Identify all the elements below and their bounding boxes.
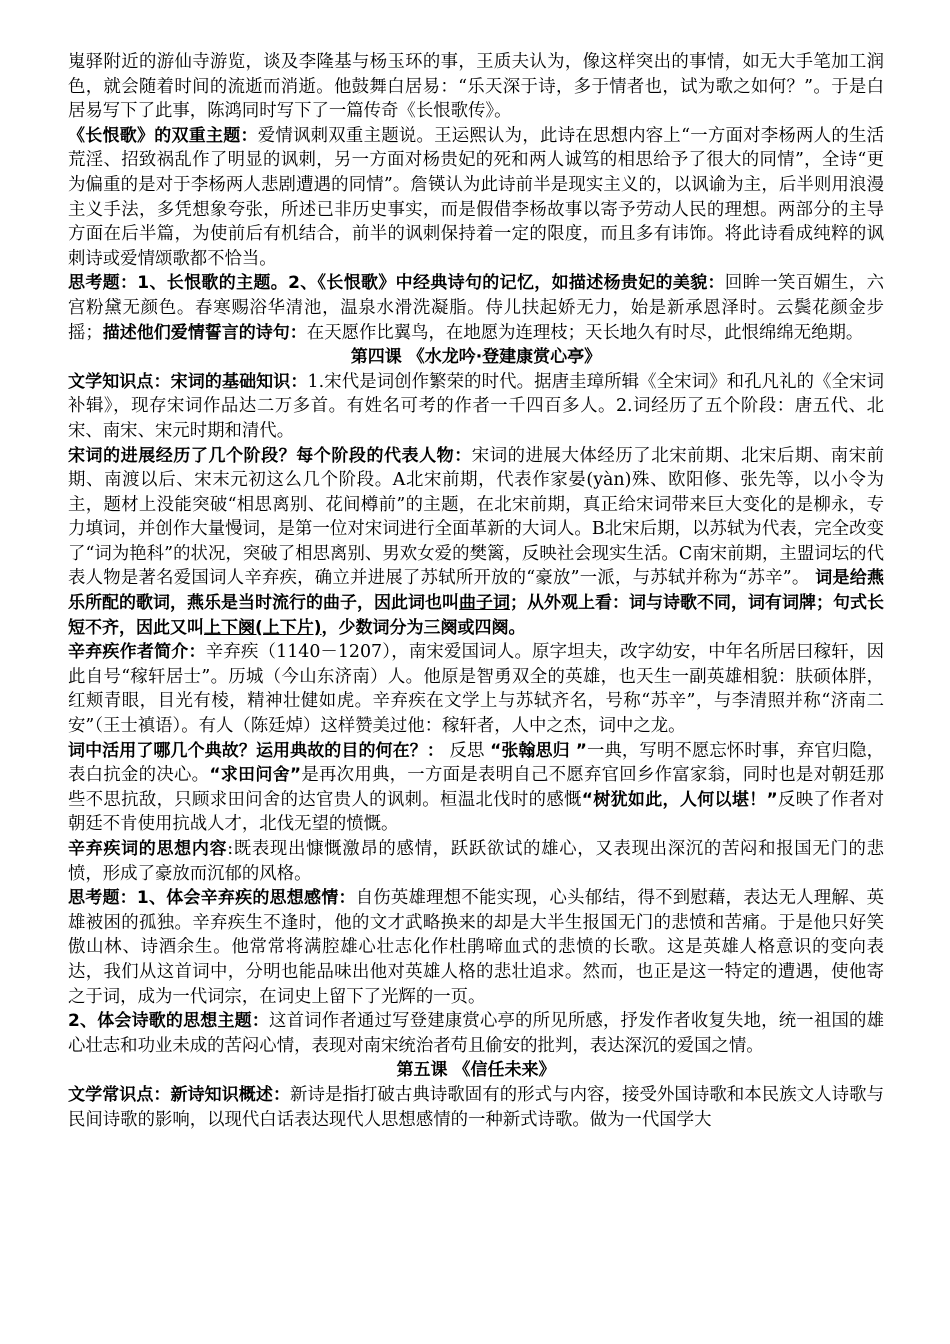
paragraph-text: 回眸一笑百媚生，六宫粉黛无颜色。春寒赐浴华清池，温泉水滑洗凝脂。侍儿扶起娇无力，始是新承恩泽时。云鬓花颜金步摇； bbox=[68, 273, 884, 343]
paragraph-text: 这首词作者通过写登建康赏心亭的所见所感，抒发作者收复失地，统一祖国的雄心壮志和功业未成的苦闷心情，表现对南宋统治者苟且偷安的批判，表达深沉的爱国之情。 bbox=[68, 1011, 884, 1056]
paragraph-text: 一典，写明不愿忘怀时事，弃官归隐，表白抗金的决心。 bbox=[68, 740, 885, 786]
bold-text: “张翰思归 ” bbox=[490, 740, 587, 761]
paragraph-text: 辛弃疾（1140－1207），南宋爱国词人。原字坦夫，改字幼安，中年名所居曰稼轩，因此自号“稼轩居士”。历城（今山东济南）人。他原是智勇双全的英雄，也天生一副英雄相貌：肤硕体胖，红颊青眼，目光有棱，精神壮健如虎。辛弃疾在文学上与苏轼齐名，号称“苏辛”，与李清照并称“济南二安”（王士禛语）。有人（陈廷焯）这样赞美过他：稼轩者，人中之杰，词中之龙。 bbox=[68, 642, 884, 737]
bold-text: “树犹如此，人何以堪！” bbox=[581, 789, 778, 810]
paragraph-text: 在天愿作比翼鸟，在地愿为连理枝；天长地久有时尽，此恨绵绵无绝期。 bbox=[306, 322, 864, 343]
paragraph-text: 爱情讽刺双重主题说。王运熙认为，此诗在思想内容上“一方面对李杨两人的生活荒淫、招致祸乱作了明显的讽刺，另一方面对杨贵妃的死和两人诚笃的相思给予了很大的同情”，全诗“更为偏重的是对于李杨两人悲剧遭遇的同情”。詹锳认为此诗前半是现实主义的，以讽谕为主，后半则用浪漫主义手法，多凭想象夸张，所述已非历史事实，而是假借李杨故事以寄予劳动人民的理想。两部分的主导方面在后半篇，为使前后有机结合，前半的讽刺保持着一定的限度，而且多有讳饰。将此诗看成纯粹的讽刺诗或爱情颂歌都不恰当。 bbox=[68, 125, 884, 269]
paragraph-label: 2、体会诗歌的思想主题： bbox=[68, 1011, 270, 1032]
paragraph-dual-theme bbox=[68, 124, 884, 272]
paragraph-text: 反映了作者对朝廷不肯使用抗战人才，北伐无望的愤慨。 bbox=[68, 789, 884, 835]
underlined-term: 曲子词 bbox=[459, 593, 510, 614]
paragraph-label: 《长恨歌》的双重主题： bbox=[68, 125, 258, 146]
paragraph-text: 新诗是指打破古典诗歌固有的形式与内容，接受外国诗歌和本民族文人诗歌与民间诗歌的影响，以现代白话表达现代人思想感情的一种新式诗歌。做为一代国学大 bbox=[68, 1084, 884, 1130]
bold-text: 词是给燕乐所配的歌词，燕乐是当时流行的曲子，因此词也叫 bbox=[68, 568, 884, 614]
paragraph-ci-stages bbox=[68, 444, 884, 641]
paragraph-label: 词中活用了哪几个典故？运用典故的目的何在？： bbox=[68, 740, 444, 761]
paragraph-label: 描述他们爱情誓言的诗句： bbox=[102, 322, 307, 343]
paragraph-questions-lesson3 bbox=[68, 271, 884, 345]
paragraph-label: 宋词的进展经历了几个阶段？每个阶段的代表人物： bbox=[68, 445, 472, 466]
paragraph-new-poetry bbox=[68, 1083, 884, 1132]
paragraph-label: 文学知识点：宋词的基础知识： bbox=[68, 371, 308, 392]
paragraph-intro bbox=[68, 50, 884, 124]
paragraph-text: 自伤英雄理想不能实现，心头郁结，得不到慰藉，表达无人理解、英雄被困的孤独。辛弃疾生不逢时，他的文才武略换来的却是大半生报国无门的悲愤和苦痛。于是他只好笑傲山林、诗酒余生。他常常将满腔雄心壮志化作杜鹃啼血式的悲愤的长歌。这是英雄人格意识的变向表达，我们从这首词中，分明也能品味出他对英雄人格的悲壮追求。然而，也正是这一特定的遭遇，使他寄之于词，成为一代词宗，在词史上留下了光辉的一页。 bbox=[68, 888, 884, 1007]
paragraph-allusions bbox=[68, 739, 884, 837]
paragraph-text: 1.宋代是词创作繁荣的时代。据唐圭璋所辑《全宋词》和孔凡礼的《全宋词补辑》，现存宋词作品达二万多首。有姓名可考的作者一千四百多人。2.词经历了五个阶段：唐五代、北宋、南宋、宋元时期和清代。 bbox=[68, 371, 884, 441]
bold-text: ，少数词分为三阕或四阕。 bbox=[321, 617, 526, 638]
paragraph-label: 思考题：1、长恨歌的主题。2、《长恨歌》中经典诗句的记忆，如描述杨贵妃的美貌： bbox=[68, 273, 725, 294]
lesson-5-heading: 第五课 《信任未来》 bbox=[396, 1060, 556, 1081]
paragraph-text: 是再次用典，一方面是表明自己不愿弃官回乡作富家翁，同时也是对朝廷那些不思抗敌，只顾求田问舍的达官贵人的讽刺。桓温北伐时的感慨 bbox=[68, 765, 884, 810]
paragraph-author-bio bbox=[68, 640, 884, 738]
paragraph-questions-lesson4-2 bbox=[68, 1009, 884, 1058]
underlined-term: 上下阕(上下片) bbox=[204, 617, 322, 638]
paragraph-label: 辛弃疾词的思想内容 bbox=[68, 839, 228, 859]
paragraph-questions-lesson4-1 bbox=[68, 886, 884, 1009]
paragraph-ci-content bbox=[68, 837, 884, 886]
paragraph-label: 思考题：1、体会辛弃疾的思想感情： bbox=[68, 888, 356, 909]
paragraph-text: 嵬驿附近的游仙寺游览，谈及李隆基与杨玉环的事，王质夫认为，像这样突出的事情，如无大手笔加工润色，就会随着时间的流逝而消逝。他鼓舞白居易：“乐天深于诗，多于情者也，试为歌之如何？”。于是白居易写下了此事，陈鸿同时写下了一篇传奇《长恨歌传》。 bbox=[68, 52, 884, 122]
lesson-4-heading: 第四课 《水龙吟·登建康赏心亭》 bbox=[350, 347, 602, 368]
paragraph-ci-basics bbox=[68, 370, 884, 444]
paragraph-label: 文学常识点：新诗知识概述： bbox=[68, 1084, 291, 1105]
paragraph-text: :既表现出慷慨激昂的感情，跃跃欲试的雄心，又表现出深沉的苦闷和报国无门的悲愤，形成了豪放而沉郁的风格。 bbox=[68, 839, 884, 884]
bold-text: ；从外观上看：词与诗歌不同，词有词牌；句式长短不齐，因此又叫 bbox=[68, 593, 884, 638]
paragraph-label: 辛弃疾作者简介： bbox=[68, 642, 206, 663]
paragraph-text: 反思 bbox=[443, 740, 491, 761]
paragraph-text: 宋词的进展大体经历了北宋前期、北宋后期、南宋前期、南渡以后、宋末元初这么几个阶段。A北宋前期，代表作家晏(yàn)殊、欧阳修、张先等，以小令为主，题材上没能突破“相思离别、花间樽前”的主题，在北宋前期，真正给宋词带来巨大变化的是柳永，专力填词，并创作大量慢词，是第一位对宋词进行全面革新的大词人。B北宋后期，以苏轼为代表，完全改变了“词为艳科”的状况，突破了相思离别、男欢女爱的樊篱，反映社会现实生活。C南宋前期，主盟词坛的代表人物是著名爱国词人辛弃疾，确立并进展了苏轼所开放的“豪放”一派，与苏轼并称为“苏辛”。 bbox=[68, 445, 884, 589]
bold-text: “求田问舍” bbox=[209, 765, 302, 786]
